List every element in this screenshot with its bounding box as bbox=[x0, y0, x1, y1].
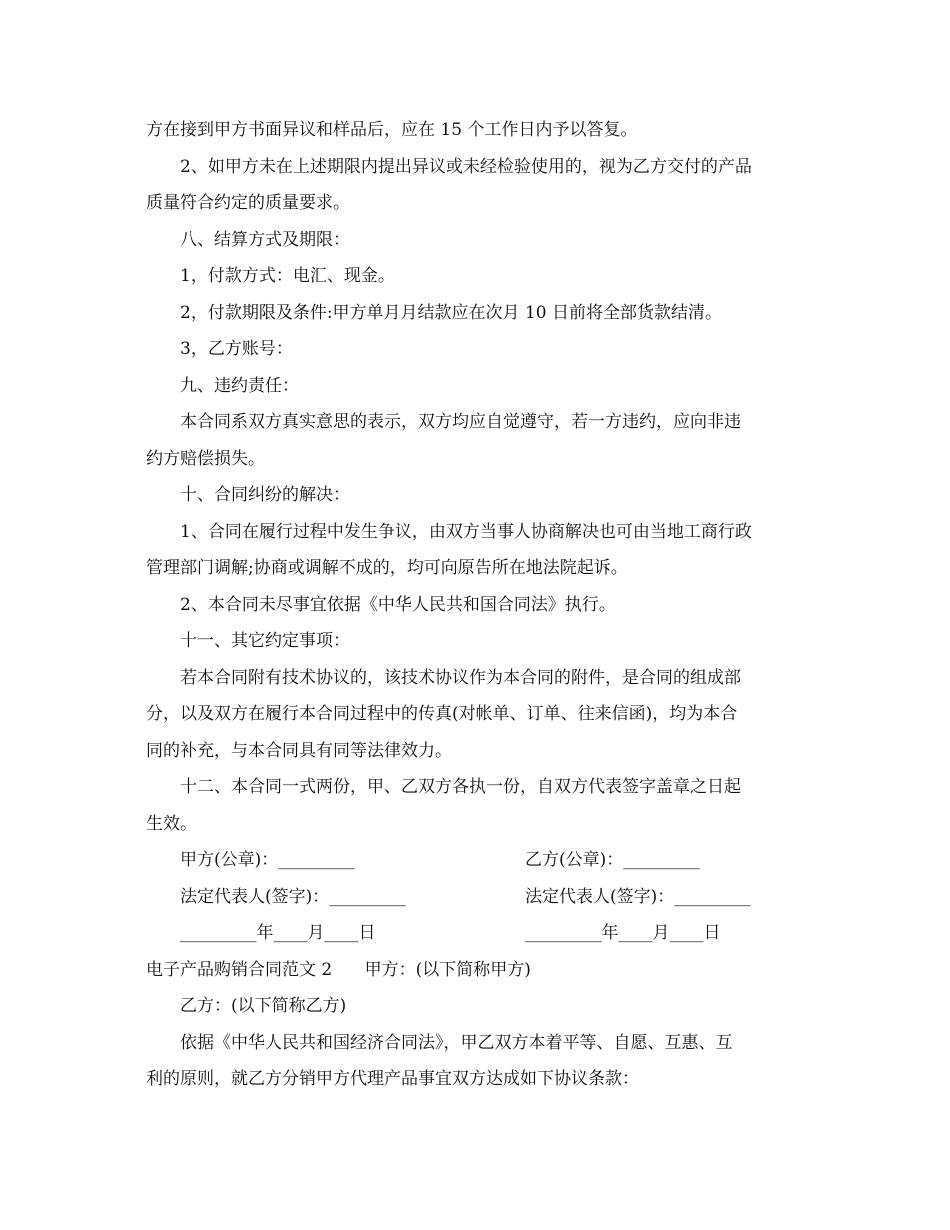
paragraph-line: 利的原则，就乙方分销甲方代理产品事宜双方达成如下协议条款： bbox=[146, 1069, 639, 1089]
paragraph-line: 1，付款方式：电汇、现金。 bbox=[180, 266, 395, 286]
section-heading: 十、合同纠纷的解决： bbox=[180, 485, 350, 505]
paragraph-line: 1、合同在履行过程中发生争议，由双方当事人协商解决也可由当地工商行政 bbox=[180, 522, 752, 542]
paragraph-line: 约方赔偿损失。 bbox=[146, 449, 265, 469]
party-a-representative: 法定代表人(签字)：_________ bbox=[180, 887, 406, 907]
paragraph-line: 依据《中华人民共和国经济合同法》，甲乙双方本着平等、自愿、互惠、互 bbox=[180, 1033, 733, 1053]
second-contract-title: 电子产品购销合同范文 2 甲方：(以下简称甲方) bbox=[146, 960, 531, 980]
paragraph-line: 乙方：(以下简称乙方) bbox=[180, 996, 347, 1016]
paragraph-line: 十二、本合同一式两份，甲、乙双方各执一份，自双方代表签字盖章之日起 bbox=[180, 777, 741, 797]
paragraph-line: 2，付款期限及条件:甲方单月月结款应在次月 10 日前将全部货款结清。 bbox=[180, 303, 722, 323]
paragraph-line: 质量符合约定的质量要求。 bbox=[146, 193, 350, 213]
paragraph-line: 生效。 bbox=[146, 814, 197, 834]
party-a-date: _________年____月____日 bbox=[180, 923, 376, 943]
party-b-seal: 乙方(公章)：_________ bbox=[525, 850, 700, 870]
paragraph-line: 同的补充，与本合同具有同等法律效力。 bbox=[146, 741, 452, 761]
paragraph-line: 分，以及双方在履行本合同过程中的传真(对帐单、订单、往来信函)，均为本合 bbox=[146, 704, 738, 724]
paragraph-line: 2、如甲方未在上述期限内提出异议或未经检验使用的，视为乙方交付的产品 bbox=[180, 157, 752, 177]
paragraph-line: 管理部门调解;协商或调解不成的，均可向原告所在地法院起诉。 bbox=[146, 558, 628, 578]
party-b-date: _________年____月____日 bbox=[525, 923, 721, 943]
paragraph-line: 若本合同附有技术协议的，该技术协议作为本合同的附件，是合同的组成部 bbox=[180, 668, 741, 688]
party-a-seal: 甲方(公章)：_________ bbox=[180, 850, 355, 870]
paragraph-line: 2、本合同未尽事宜依据《中华人民共和国合同法》执行。 bbox=[180, 595, 616, 615]
party-b-representative: 法定代表人(签字)：_________ bbox=[525, 887, 751, 907]
section-heading: 八、结算方式及期限： bbox=[180, 230, 350, 250]
section-heading: 九、违约责任： bbox=[180, 376, 299, 396]
paragraph-line: 方在接到甲方书面异议和样品后，应在 15 个工作日内予以答复。 bbox=[146, 120, 638, 140]
paragraph-line: 3，乙方账号： bbox=[180, 339, 293, 359]
section-heading: 十一、其它约定事项： bbox=[180, 631, 350, 651]
paragraph-line: 本合同系双方真实意思的表示，双方均应自觉遵守，若一方违约，应向非违 bbox=[180, 412, 741, 432]
